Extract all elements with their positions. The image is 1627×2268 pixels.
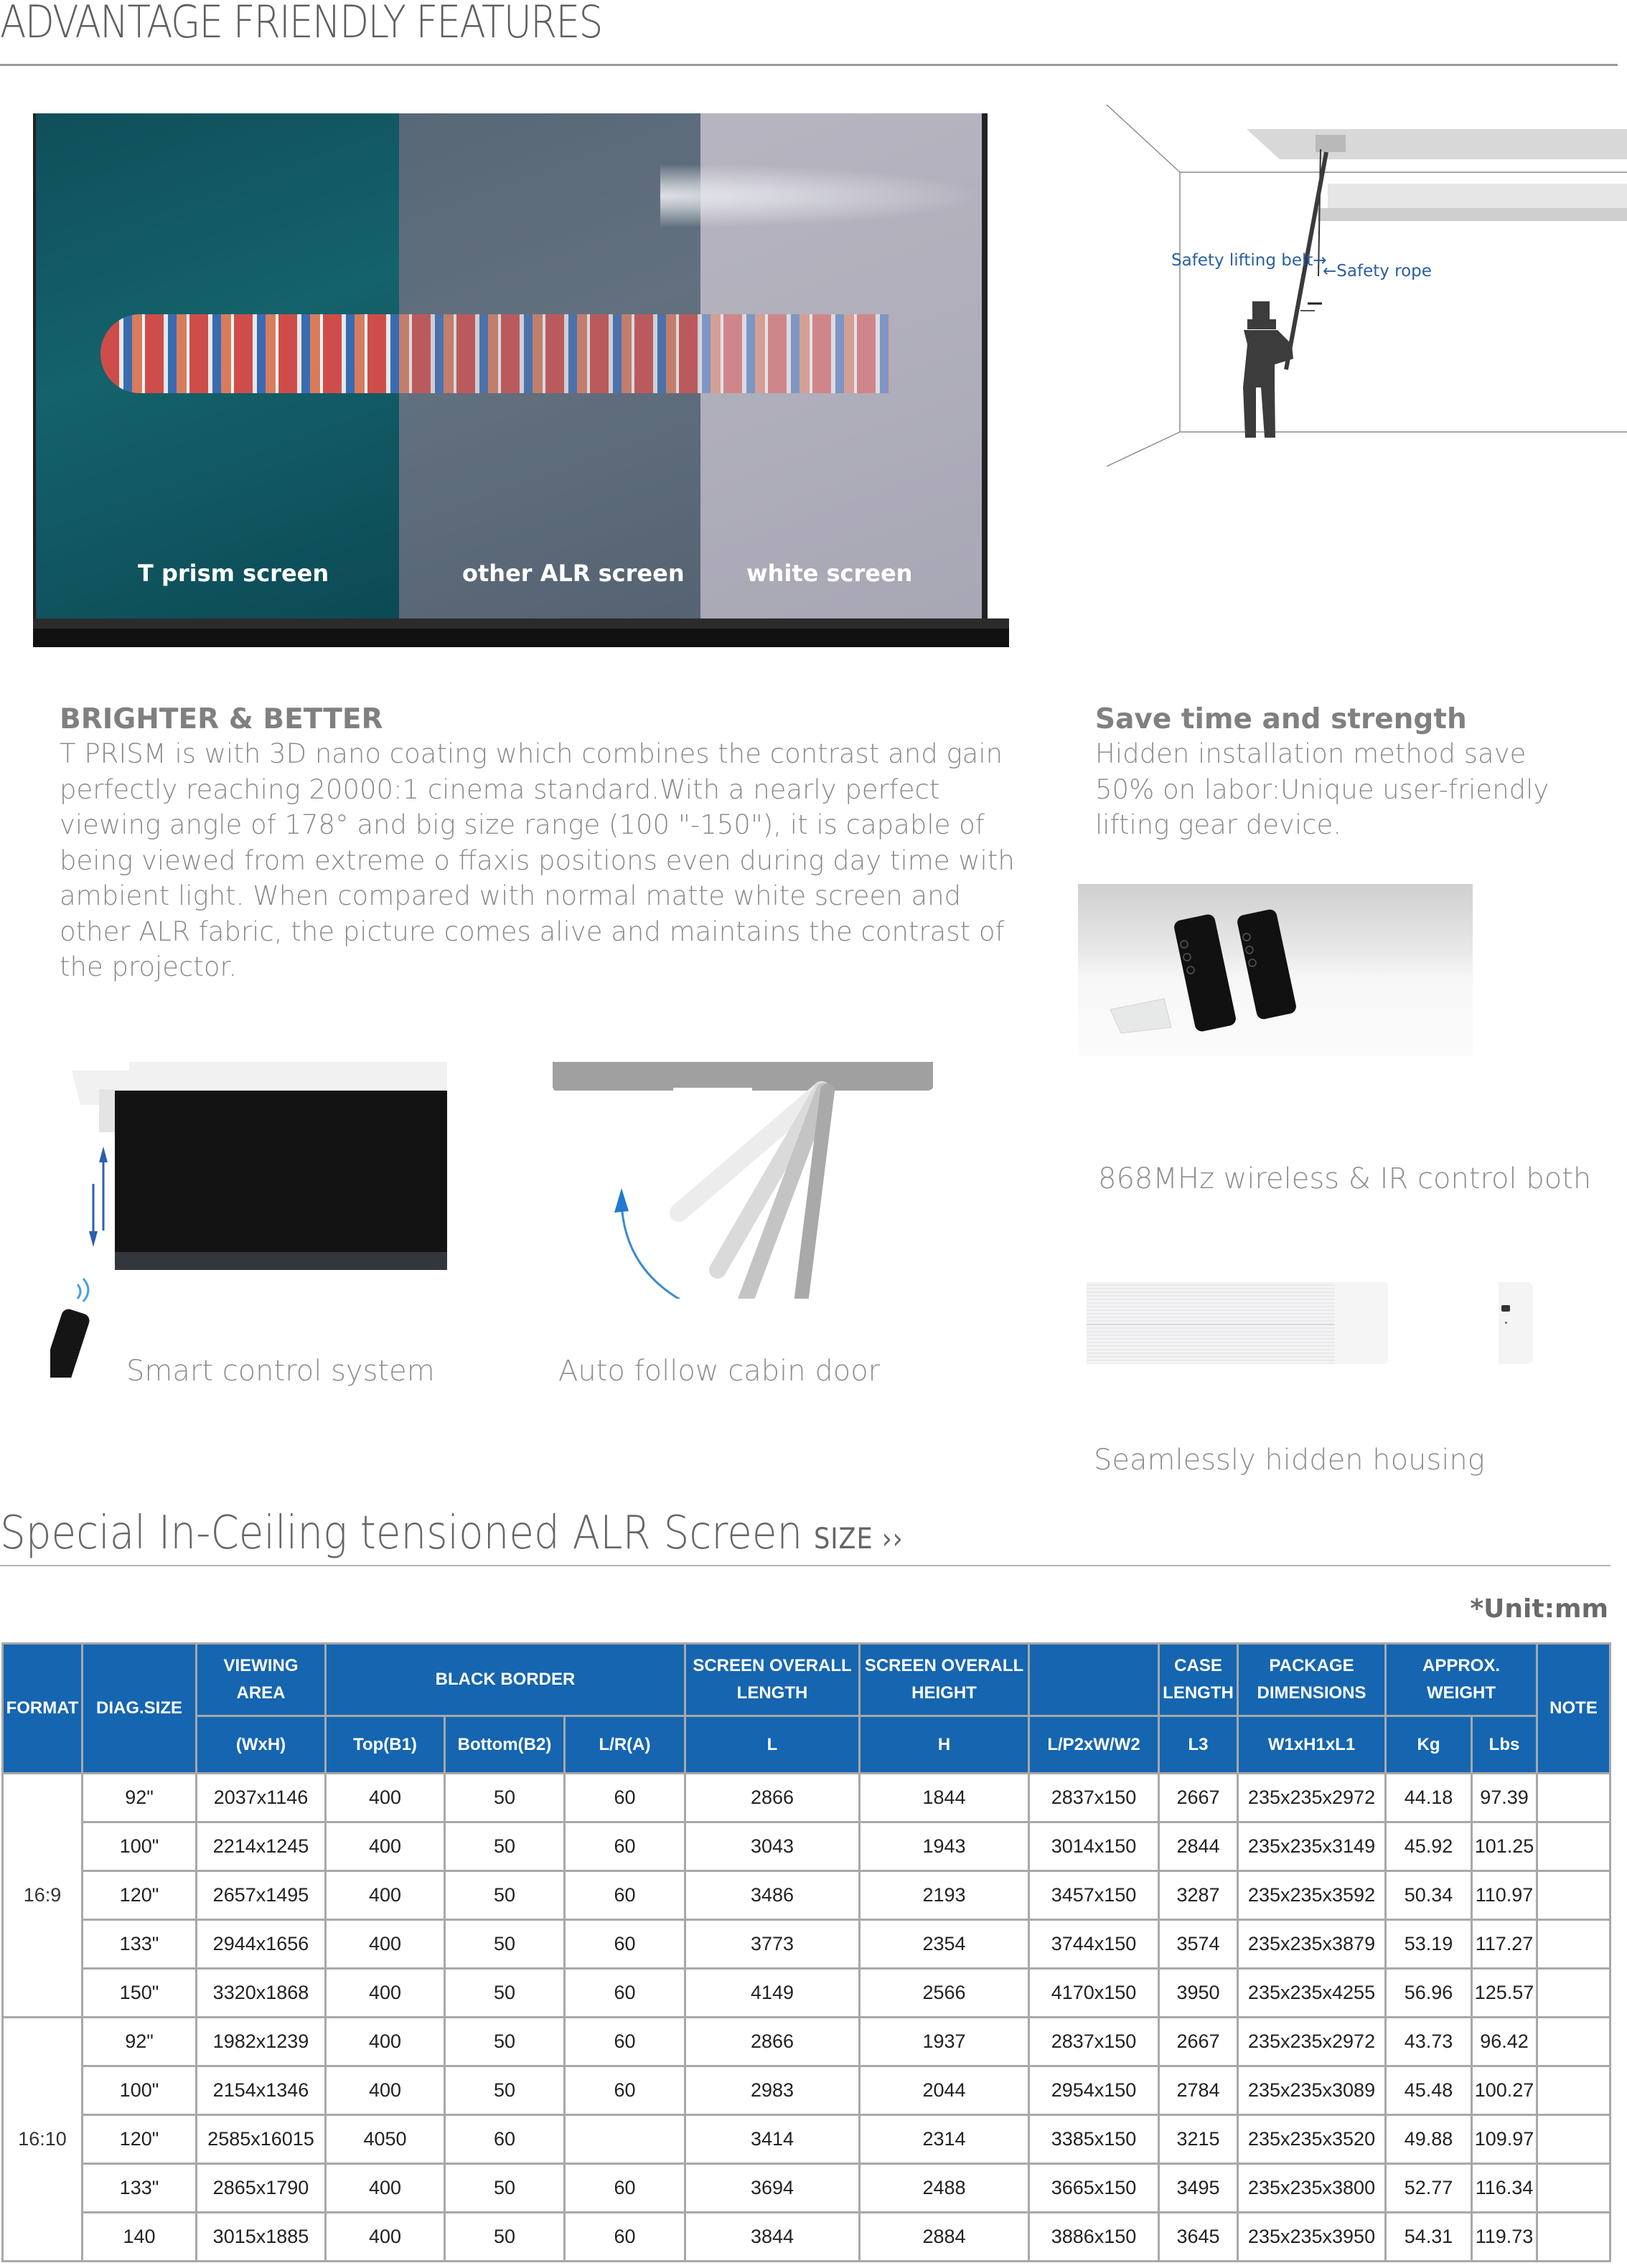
cell-top: 400	[326, 2213, 445, 2262]
cell-pkg: 235x235x3879	[1238, 1920, 1386, 1969]
cell-bottom: 50	[445, 1969, 565, 2018]
cell-lp: 4170x150	[1029, 1969, 1159, 2018]
housing-caption: Seamlessly hidden housing	[1094, 1444, 1485, 1477]
label-t-prism: T prism screen	[138, 560, 329, 587]
cell-lp: 2954x150	[1029, 2066, 1159, 2115]
brighter-better-title: BRIGHTER & BETTER	[60, 703, 383, 735]
wireless-caption: 868MHz wireless & IR control both	[1098, 1162, 1592, 1195]
housing-end	[1499, 1282, 1533, 1364]
cell-pkg: 235x235x2972	[1238, 1774, 1386, 1822]
sub-kg: Kg	[1386, 1716, 1472, 1774]
smart-control-caption: Smart control system	[126, 1355, 435, 1388]
cell-area: 1982x1239	[197, 2018, 326, 2066]
cell-l3: 2667	[1159, 2018, 1238, 2066]
sub-l3: L3	[1159, 1716, 1238, 1774]
cell-diag: 100"	[83, 2066, 197, 2115]
smart-control-illustration	[50, 1062, 452, 1378]
cell-h: 2566	[860, 1969, 1029, 2018]
cell-bottom: 60	[445, 2115, 565, 2164]
cell-lbs: 117.27	[1472, 1920, 1537, 1969]
cell-lr: 60	[565, 1920, 685, 1969]
screen-comparison-image	[36, 113, 985, 618]
page-title: ADVANTAGE FRIENDLY FEATURES	[0, 0, 602, 48]
cell-l3: 3574	[1159, 1920, 1238, 1969]
cell-h: 2488	[860, 2164, 1029, 2213]
table-row	[3, 2018, 1610, 2066]
table-row	[3, 2066, 1610, 2115]
cell-top: 400	[326, 1871, 445, 1920]
cell-top: 4050	[326, 2115, 445, 2164]
cell-lp: 2837x150	[1029, 1774, 1159, 1822]
cell-bottom: 50	[445, 1822, 565, 1871]
cell-lp: 3385x150	[1029, 2115, 1159, 2164]
cell-area: 2657x1495	[197, 1871, 326, 1920]
cell-pkg: 235x235x4255	[1238, 1969, 1386, 2018]
cell-h: 1844	[860, 1774, 1029, 1822]
col-weight: APPROX. WEIGHT	[1386, 1644, 1537, 1716]
cell-lr	[565, 2115, 685, 2164]
cell-bottom: 50	[445, 2164, 565, 2213]
cell-note	[1537, 1920, 1610, 1969]
cell-diag: 120"	[83, 1871, 197, 1920]
cell-lbs: 101.25	[1472, 1822, 1537, 1871]
cell-kg: 56.96	[1386, 1969, 1472, 2018]
cell-h: 2044	[860, 2066, 1029, 2115]
table-row	[3, 2164, 1610, 2213]
cell-lbs: 109.97	[1472, 2115, 1537, 2164]
cell-kg: 43.73	[1386, 2018, 1472, 2066]
cell-note	[1537, 1871, 1610, 1920]
cell-area: 2944x1656	[197, 1920, 326, 1969]
spec-table-body	[3, 1774, 1610, 2262]
table-row	[3, 1871, 1610, 1920]
cell-kg: 53.19	[1386, 1920, 1472, 1969]
screen-base-bar	[33, 618, 1009, 647]
cell-lbs: 97.39	[1472, 1774, 1537, 1822]
room-illustration	[1077, 100, 1627, 674]
cell-pkg: 235x235x3592	[1238, 1871, 1386, 1920]
format-cell: 16:9	[3, 1774, 83, 2018]
cell-lbs: 116.34	[1472, 2164, 1537, 2213]
cell-diag: 92"	[83, 1774, 197, 1822]
cell-h: 1937	[860, 2018, 1029, 2066]
sub-lr: L/R(A)	[565, 1716, 685, 1774]
header-row-2	[3, 1716, 1610, 1774]
sub-bottom: Bottom(B2)	[445, 1716, 565, 1774]
sub-l: L	[685, 1716, 860, 1774]
alr-wash	[399, 113, 700, 618]
col-case-length: CASE LENGTH	[1159, 1644, 1238, 1716]
cell-h: 2193	[860, 1871, 1029, 1920]
cell-l: 3844	[685, 2213, 860, 2262]
cell-pkg: 235x235x3089	[1238, 2066, 1386, 2115]
auto-follow-caption: Auto follow cabin door	[558, 1355, 881, 1388]
cell-area: 2865x1790	[197, 2164, 326, 2213]
table-title-divider	[0, 1565, 1610, 1566]
cell-diag: 120"	[83, 2115, 197, 2164]
cell-lp: 3665x150	[1029, 2164, 1159, 2213]
cell-note	[1537, 2213, 1610, 2262]
cell-l: 3043	[685, 1822, 860, 1871]
spec-table	[1, 1642, 1611, 2262]
cell-diag: 100"	[83, 1822, 197, 1871]
save-time-title: Save time and strength	[1095, 703, 1467, 735]
spec-table-title-text: Special In-Ceiling tensioned ALR Screen	[0, 1507, 803, 1560]
col-screen-length: SCREEN OVERALL LENGTH	[685, 1644, 860, 1716]
cell-bottom: 50	[445, 2066, 565, 2115]
cell-pkg: 235x235x3800	[1238, 2164, 1386, 2213]
cell-l: 3414	[685, 2115, 860, 2164]
spec-table-title	[0, 1507, 904, 1560]
sub-lbs: Lbs	[1472, 1716, 1537, 1774]
wireless-remotes-photo	[1078, 884, 1473, 1056]
cell-lr: 60	[565, 2213, 685, 2262]
cell-l3: 2667	[1159, 1774, 1238, 1822]
cell-note	[1537, 1822, 1610, 1871]
cell-l: 2983	[685, 2066, 860, 2115]
table-row	[3, 1774, 1610, 1822]
table-row	[3, 1822, 1610, 1871]
cell-area: 2585x16015	[197, 2115, 326, 2164]
col-note: NOTE	[1537, 1644, 1610, 1774]
cell-kg: 50.34	[1386, 1871, 1472, 1920]
cell-l3: 2844	[1159, 1822, 1238, 1871]
cell-note	[1537, 2066, 1610, 2115]
cell-l3: 3950	[1159, 1969, 1238, 2018]
save-time-body: Hidden installation method save 50% on labor:Unique user-friendly lifting gear device.	[1095, 738, 1549, 840]
title-divider	[0, 64, 1618, 66]
cell-lbs: 96.42	[1472, 2018, 1537, 2066]
cell-l3: 3215	[1159, 2115, 1238, 2164]
cell-note	[1537, 2164, 1610, 2213]
cell-top: 400	[326, 1774, 445, 1822]
format-cell: 16:10	[3, 2018, 83, 2262]
cell-top: 400	[326, 2018, 445, 2066]
sub-lp: L/P2xW/W2	[1029, 1716, 1159, 1774]
cell-top: 400	[326, 1822, 445, 1871]
col-screen-height: SCREEN OVERALL HEIGHT	[860, 1644, 1029, 1716]
sub-top: Top(B1)	[326, 1716, 445, 1774]
cell-lr: 60	[565, 1822, 685, 1871]
cell-lr: 60	[565, 1969, 685, 2018]
cell-l3: 3287	[1159, 1871, 1238, 1920]
cell-lr: 60	[565, 1774, 685, 1822]
cell-pkg: 235x235x3149	[1238, 1822, 1386, 1871]
cell-lr: 60	[565, 2018, 685, 2066]
cell-lp: 2837x150	[1029, 2018, 1159, 2066]
cell-kg: 45.92	[1386, 1822, 1472, 1871]
col-package: PACKAGE DIMENSIONS	[1238, 1644, 1386, 1716]
cell-top: 400	[326, 1969, 445, 2018]
status-led-icon	[1505, 1322, 1507, 1324]
sub-h: H	[860, 1716, 1029, 1774]
cell-diag: 133"	[83, 2164, 197, 2213]
housing-seam	[1087, 1324, 1335, 1325]
safety-belt-label: Safety lifting belt→	[1171, 251, 1327, 270]
cell-diag: 92"	[83, 2018, 197, 2066]
cell-l: 4149	[685, 1969, 860, 2018]
cell-pkg: 235x235x3950	[1238, 2213, 1386, 2262]
cell-h: 1943	[860, 1822, 1029, 1871]
unit-note: *Unit:mm	[1470, 1594, 1608, 1624]
label-other-alr: other ALR screen	[462, 560, 685, 587]
cell-h: 2314	[860, 2115, 1029, 2164]
cell-h: 2354	[860, 1920, 1029, 1969]
cell-l3: 3495	[1159, 2164, 1238, 2213]
header-row-1	[3, 1644, 1610, 1716]
cell-l: 3694	[685, 2164, 860, 2213]
table-row	[3, 1969, 1610, 2018]
cell-h: 2884	[860, 2213, 1029, 2262]
col-viewing-area: VIEWING AREA	[197, 1644, 326, 1716]
cell-diag: 150"	[83, 1969, 197, 2018]
cell-bottom: 50	[445, 2018, 565, 2066]
cell-lp: 3457x150	[1029, 1871, 1159, 1920]
cell-area: 3015x1885	[197, 2213, 326, 2262]
cell-kg: 54.31	[1386, 2213, 1472, 2262]
auto-follow-door-illustration	[553, 1062, 940, 1299]
lifting-installation-diagram	[1077, 100, 1627, 674]
cell-bottom: 50	[445, 1774, 565, 1822]
cell-l: 2866	[685, 2018, 860, 2066]
cell-l: 3486	[685, 1871, 860, 1920]
cell-area: 2154x1346	[197, 2066, 326, 2115]
cell-lr: 60	[565, 2164, 685, 2213]
cell-l: 3773	[685, 1920, 860, 1969]
cell-note	[1537, 1774, 1610, 1822]
cell-kg: 49.88	[1386, 2115, 1472, 2164]
table-row	[3, 2115, 1610, 2164]
col-blank	[1029, 1644, 1159, 1716]
col-format: FORMAT	[3, 1644, 83, 1774]
cell-lbs: 125.57	[1472, 1969, 1537, 2018]
white-wash	[700, 113, 985, 618]
housing-photo	[1087, 1282, 1388, 1364]
cell-lr: 60	[565, 2066, 685, 2115]
cell-diag: 140	[83, 2213, 197, 2262]
cell-kg: 45.48	[1386, 2066, 1472, 2115]
cell-pkg: 235x235x3520	[1238, 2115, 1386, 2164]
cell-top: 400	[326, 1920, 445, 1969]
housing-end-cap	[1335, 1282, 1388, 1364]
cell-kg: 44.18	[1386, 1774, 1472, 1822]
col-black-border: BLACK BORDER	[326, 1644, 685, 1716]
cell-lbs: 110.97	[1472, 1871, 1537, 1920]
col-diag-size: DIAG.SIZE	[83, 1644, 197, 1774]
safety-rope-label: ←Safety rope	[1323, 262, 1432, 281]
cell-diag: 133"	[83, 1920, 197, 1969]
table-row	[3, 2213, 1610, 2262]
cell-note	[1537, 2018, 1610, 2066]
cell-area: 3320x1868	[197, 1969, 326, 2018]
cell-bottom: 50	[445, 1920, 565, 1969]
cell-top: 400	[326, 2164, 445, 2213]
cell-lp: 3014x150	[1029, 1822, 1159, 1871]
brighter-better-body: T PRISM is with 3D nano coating which combines the contrast and gain perfectly reaching 20000:1 cinema standard.With a nearly perfect viewing angle of 178° and big size range (100 "-150"), it is capable of being viewed from extreme o ffaxis positions even during day time with ambient light. When compared with normal matte white screen and other ALR fabric, the picture comes alive and maintains the contrast of the projector.	[60, 738, 1015, 982]
cell-bottom: 50	[445, 2213, 565, 2262]
cell-lbs: 119.73	[1472, 2213, 1537, 2262]
cell-lp: 3886x150	[1029, 2213, 1159, 2262]
ir-receiver-icon	[1501, 1305, 1510, 1312]
cell-note	[1537, 1969, 1610, 2018]
cell-area: 2037x1146	[197, 1774, 326, 1822]
cell-note	[1537, 2115, 1610, 2164]
cell-l3: 3645	[1159, 2213, 1238, 2262]
cell-lp: 3744x150	[1029, 1920, 1159, 1969]
table-row	[3, 1920, 1610, 1969]
sub-wxh: (WxH)	[197, 1716, 326, 1774]
cell-pkg: 235x235x2972	[1238, 2018, 1386, 2066]
screen-frame-right	[982, 113, 988, 618]
cell-l: 2866	[685, 1774, 860, 1822]
sub-pkg: W1xH1xL1	[1238, 1716, 1386, 1774]
cell-lr: 60	[565, 1871, 685, 1920]
label-white-screen: white screen	[746, 560, 913, 587]
cell-area: 2214x1245	[197, 1822, 326, 1871]
size-badge: SIZE ››	[814, 1523, 904, 1556]
cell-bottom: 50	[445, 1871, 565, 1920]
cell-l3: 2784	[1159, 2066, 1238, 2115]
cell-top: 400	[326, 2066, 445, 2115]
cell-kg: 52.77	[1386, 2164, 1472, 2213]
cell-lbs: 100.27	[1472, 2066, 1537, 2115]
